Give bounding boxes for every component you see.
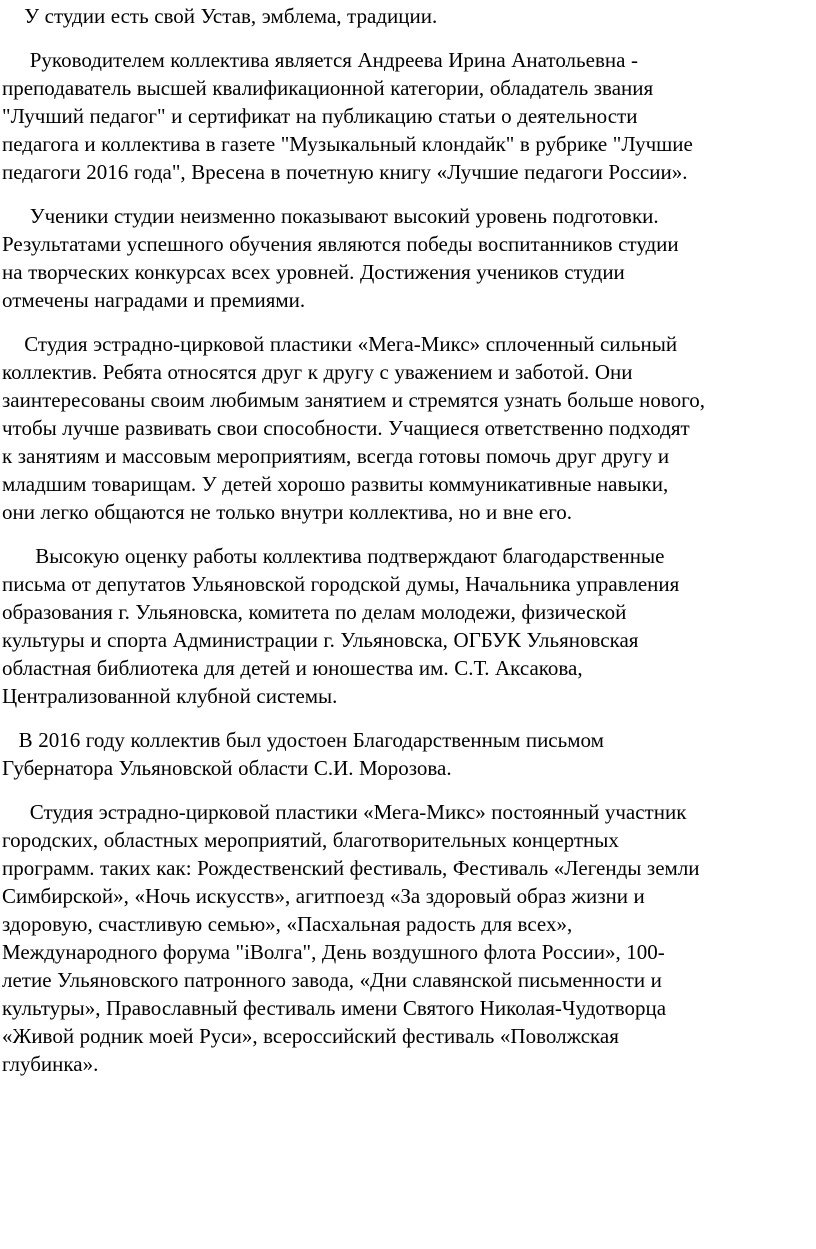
text-line: коллектив. Ребята относятся друг к другу с уважением и заботой. Они [2,360,633,384]
text-line: Централизованной клубной системы. [2,684,338,708]
text-line: глубинка». [2,1052,99,1076]
text-line: преподаватель высшей квалификационной категории, обладатель звания [2,76,654,100]
paragraph-studio-charter [2,2,814,30]
paragraph-events-participation [2,798,814,1078]
text-line: областная библиотека для детей и юношества им. С.Т. Аксакова, [2,656,583,680]
text-line: культуры», Православный фестиваль имени Святого Николая-Чудотворца [2,996,667,1020]
text-line: Ученики студии неизменно показывают высокий уровень подготовки. [2,204,659,228]
text-line: Симбирской», «Ночь искусств», агитпоезд «За здоровый образ жизни и [2,884,645,908]
text-line: летие Ульяновского патронного завода, «Дни славянской письменности и [2,968,662,992]
text-line: на творческих конкурсах всех уровней. Достижения учеников студии [2,260,625,284]
text-line: У студии есть свой Устав, эмблема, традиции. [2,4,438,28]
text-line: образования г. Ульяновска, комитета по делам молодежи, физической [2,600,627,624]
text-line: письма от депутатов Ульяновской городской думы, Начальника управления [2,572,680,596]
text-line: чтобы лучше развивать свои способности. Учащиеся ответственно подходят [2,416,690,440]
text-line: В 2016 году коллектив был удостоен Благодарственным письмом [2,728,604,752]
text-line: отмечены наградами и премиями. [2,288,306,312]
text-line: заинтересованы своим любимым занятием и стремятся узнать больше нового, [2,388,705,412]
text-line: программ. таких как: Рождественский фестиваль, Фестиваль «Легенды земли [2,856,700,880]
text-line: Студия эстрадно-цирковой пластики «Мега-Микс» постоянный участник [2,800,687,824]
text-line: к занятиям и массовым мероприятиям, всегда готовы помочь друг другу и [2,444,670,468]
text-line: младшим товарищам. У детей хорошо развиты коммуникативные навыки, [2,472,669,496]
text-line: Результатами успешного обучения являются победы воспитанников студии [2,232,679,256]
paragraph-students-level [2,202,814,314]
text-line: Международного форума "iВолга", День воздушного флота России», 100- [2,940,665,964]
text-line: "Лучший педагог" и сертификат на публикацию статьи о деятельности [2,104,638,128]
text-line: они легко общаются не только внутри коллектива, но и вне его. [2,500,573,524]
text-line: городских, областных мероприятий, благотворительных концертных [2,828,619,852]
text-line: «Живой родник моей Руси», всероссийский фестиваль «Поволжская [2,1024,619,1048]
text-line: культуры и спорта Администрации г. Ульяновска, ОГБУК Ульяновская [2,628,639,652]
paragraph-governor-letter [2,726,814,782]
text-line: Руководителем коллектива является Андреева Ирина Анатольевна - [2,48,638,72]
paragraph-appreciation-letters [2,542,814,710]
text-line: педагога и коллектива в газете "Музыкальный клондайк" в рубрике "Лучшие [2,132,693,156]
text-line: Студия эстрадно-цирковой пластики «Мега-Микс» сплоченный сильный [2,332,678,356]
text-line: здоровую, счастливую семью», «Пасхальная радость для всех», [2,912,573,936]
paragraph-team-description [2,330,814,526]
text-line: Губернатора Ульяновской области С.И. Морозова. [2,756,452,780]
text-line: педагоги 2016 года", Вресена в почетную книгу «Лучшие педагоги России». [2,160,688,184]
text-line: Высокую оценку работы коллектива подтверждают благодарственные [2,544,665,568]
paragraph-leader [2,46,814,186]
